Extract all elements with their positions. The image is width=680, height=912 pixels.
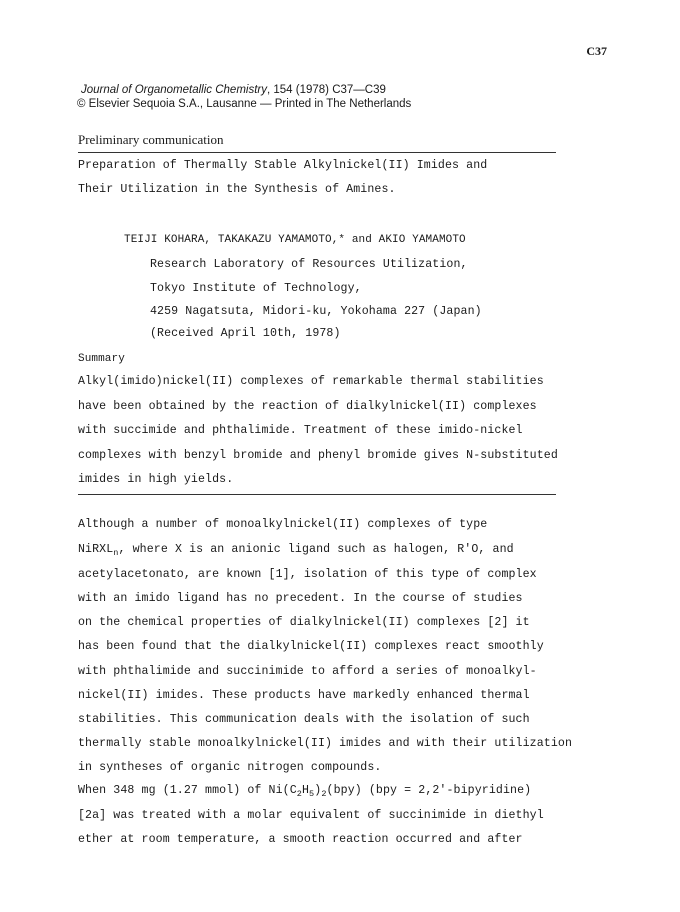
body-line: [2a] was treated with a molar equivalent of succinimide in diethyl [78, 809, 544, 822]
title-line-1: Preparation of Thermally Stable Alkylnickel(II) Imides and [78, 159, 488, 172]
body-line: with an imido ligand has no precedent. In the course of studies [78, 592, 523, 605]
body-line: on the chemical properties of dialkylnickel(II) complexes [2] it [78, 616, 530, 629]
body-line: Although a number of monoalkylnickel(II) complexes of type [78, 518, 488, 531]
body-line: stabilities. This communication deals with the isolation of such [78, 713, 530, 726]
affiliation-line-2: Tokyo Institute of Technology, [150, 282, 362, 295]
summary-heading: Summary [78, 353, 125, 365]
body-line: has been found that the dialkylnickel(II) complexes react smoothly [78, 640, 544, 653]
body-line: NiRXL$_n$, where X is an anionic ligand such as halogen, R'O, and [78, 543, 514, 558]
body-line: nickel(II) imides. These products have markedly enhanced thermal [78, 689, 530, 702]
affiliation-line-1: Research Laboratory of Resources Utilization, [150, 258, 468, 271]
author-list: TEIJI KOHARA, TAKAKAZU YAMAMOTO,* and AKIO YAMAMOTO [124, 234, 466, 246]
journal-citation [81, 84, 386, 96]
section-label: Preliminary communication [78, 132, 224, 147]
summary-line: complexes with benzyl bromide and phenyl bromide gives N-substituted [78, 449, 558, 462]
body-line: in syntheses of organic nitrogen compounds. [78, 761, 382, 774]
title-line-2: Their Utilization in the Synthesis of Amines. [78, 183, 396, 196]
affiliation-line-3: 4259 Nagatsuta, Midori-ku, Yokohama 227 (Japan) [150, 305, 482, 318]
body-line: ether at room temperature, a smooth reaction occurred and after [78, 833, 523, 846]
journal-name: Journal of Organometallic Chemistry [81, 84, 267, 96]
summary-line: Alkyl(imido)nickel(II) complexes of remarkable thermal stabilities [78, 375, 544, 388]
header-rule [78, 152, 556, 153]
page-number: C37 [586, 44, 607, 58]
summary-line: imides in high yields. [78, 473, 234, 486]
summary-line: have been obtained by the reaction of dialkylnickel(II) complexes [78, 400, 537, 413]
summary-line: with succimide and phthalimide. Treatment of these imido-nickel [78, 424, 523, 437]
summary-rule [78, 494, 556, 495]
body-line: When 348 mg (1.27 mmol) of $Ni(C_2H_5)_2(bpy) (bpy$ = 2,2'-bipyridine) [78, 784, 532, 799]
copyright-line: © Elsevier Sequoia S.A., Lausanne — Printed in The Netherlands [77, 98, 412, 110]
journal-volume: , 154 (1978) C37—C39 [267, 84, 386, 96]
body-line: thermally stable monoalkylnickel(II) imides and with their utilization [78, 737, 573, 750]
body-line: with phthalimide and succinimide to afford a series of monoalkyl- [78, 665, 537, 678]
body-line: acetylacetonato, are known [1], isolation of this type of complex [78, 568, 537, 581]
received-date: (Received April 10th, 1978) [150, 327, 341, 340]
